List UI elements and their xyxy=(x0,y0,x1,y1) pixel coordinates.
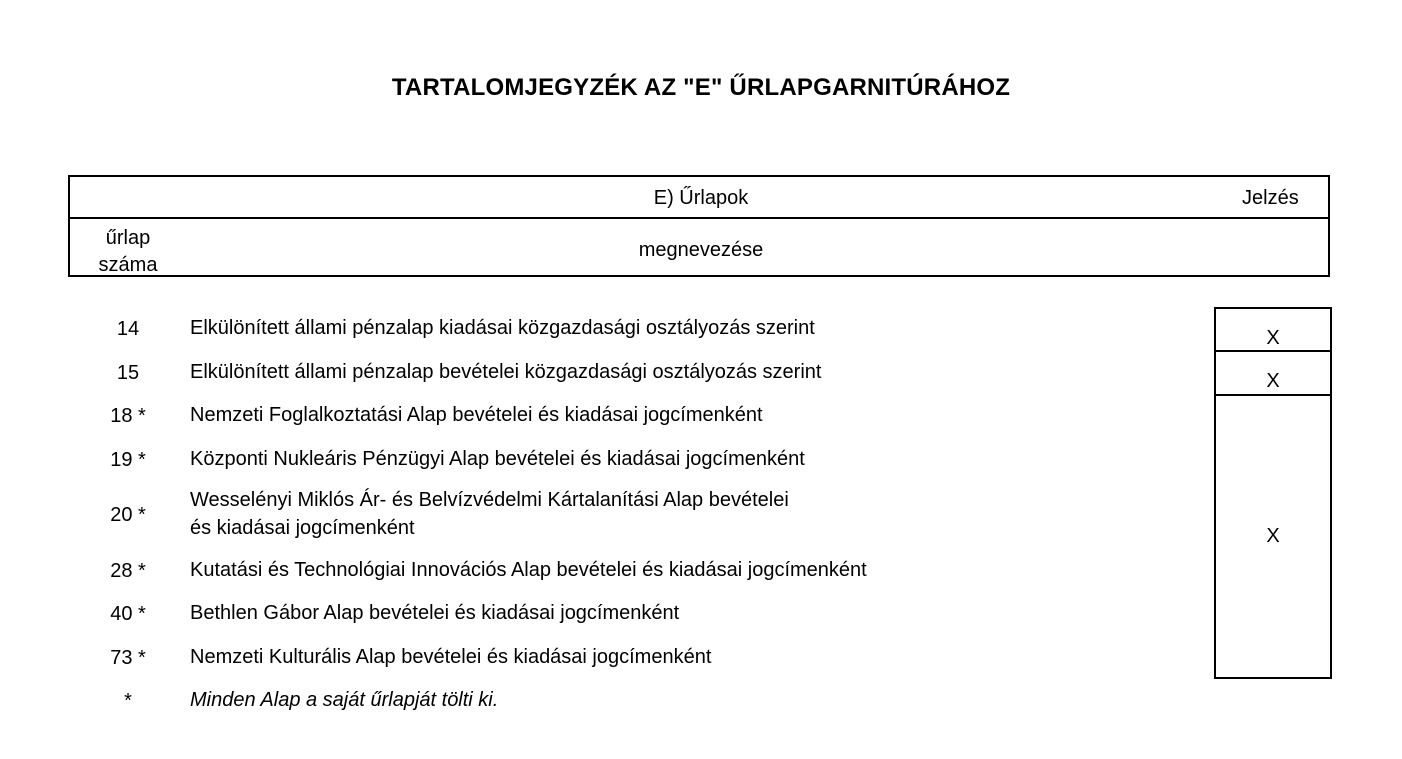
row-name: Nemzeti Foglalkoztatási Alap bevételei és kiadásai jogcímenként xyxy=(190,404,763,426)
row-name: Elkülönített állami pénzalap bevételei közgazdasági osztályozás szerint xyxy=(190,361,822,383)
row-number: 20 * xyxy=(110,504,146,526)
row-name: Nemzeti Kulturális Alap bevételei és kiadásai jogcímenként xyxy=(190,646,712,668)
row-name: Központi Nukleáris Pénzügyi Alap bevételei és kiadásai jogcímenként xyxy=(190,448,805,470)
row-name-line2: és kiadásai jogcímenként xyxy=(190,517,415,539)
row-name-line1: Wesselényi Miklós Ár- és Belvízvédelmi Kártalanítási Alap bevételei xyxy=(190,489,789,511)
form-number-header-line1: űrlap xyxy=(105,227,151,249)
name-column-header: megnevezése xyxy=(638,239,764,261)
form-number-header-line2: száma xyxy=(98,254,158,276)
row-number: 28 * xyxy=(110,560,146,582)
mark-x: X xyxy=(1266,327,1280,349)
mark-x: X xyxy=(1266,370,1280,392)
row-number: 15 xyxy=(116,362,140,384)
mark-column-header: Jelzés xyxy=(1242,187,1299,209)
section-label: E) Űrlapok xyxy=(653,187,749,209)
note-text: Minden Alap a saját űrlapját tölti ki. xyxy=(190,689,499,711)
mark-box xyxy=(1214,350,1332,396)
row-name: Elkülönített állami pénzalap kiadásai közgazdasági osztályozás szerint xyxy=(190,317,815,339)
row-number: 40 * xyxy=(110,603,146,625)
mark-box-group xyxy=(1214,394,1332,679)
header-row-top xyxy=(70,177,1328,219)
row-number: 19 * xyxy=(110,449,146,471)
mark-x: X xyxy=(1266,525,1280,547)
document-title: TARTALOMJEGYZÉK AZ "E" ŰRLAPGARNITÚRÁHOZ xyxy=(391,74,1011,101)
note-symbol: * xyxy=(124,690,132,712)
row-name: Kutatási és Technológiai Innovációs Alap bevételei és kiadásai jogcímenként xyxy=(190,559,867,581)
row-number: 14 xyxy=(116,318,140,340)
row-name: Bethlen Gábor Alap bevételei és kiadásai jogcímenként xyxy=(190,602,680,624)
row-number: 73 * xyxy=(110,647,146,669)
mark-box xyxy=(1214,307,1332,352)
row-number: 18 * xyxy=(110,405,146,427)
row-name xyxy=(190,486,789,542)
table-header xyxy=(68,175,1330,277)
